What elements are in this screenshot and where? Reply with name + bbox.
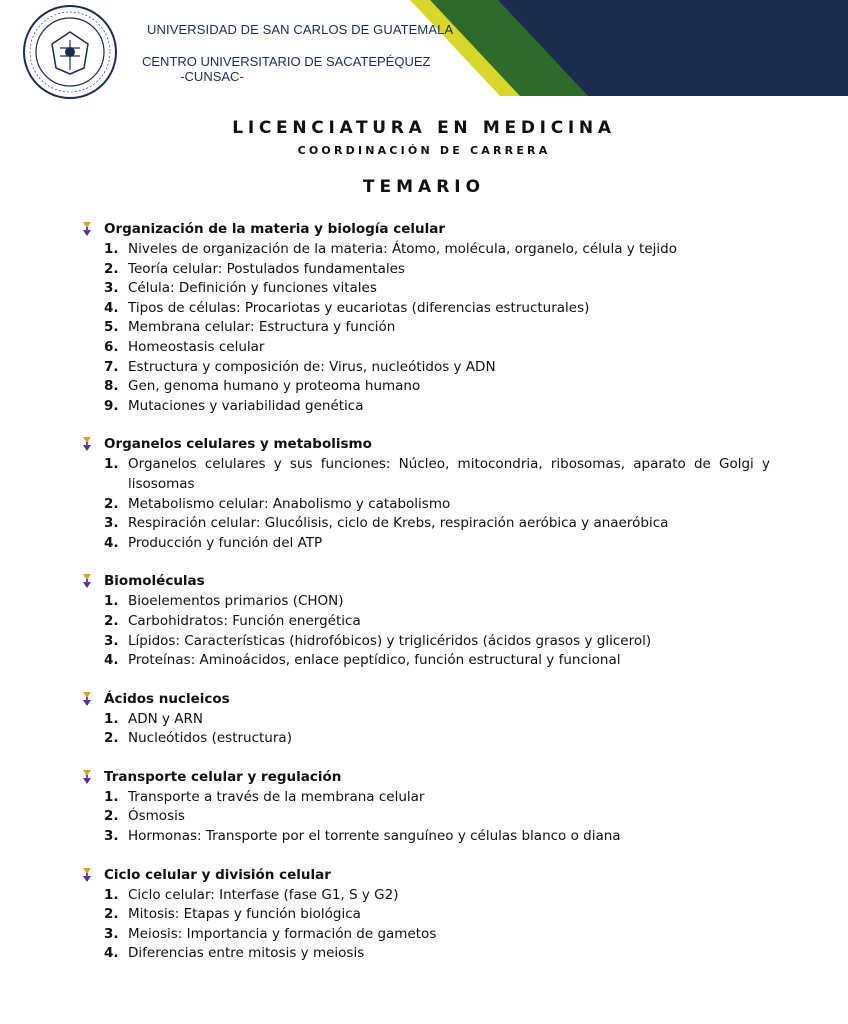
list-item: [0, 827, 848, 847]
header-band: [0, 0, 848, 100]
list-item: [0, 514, 848, 534]
section-spacer: [0, 416, 848, 435]
item-number: 7.: [104, 358, 119, 375]
item-text: Membrana celular: Estructura y función: [128, 319, 396, 336]
list-item: [0, 592, 848, 612]
item-number: 3.: [104, 925, 119, 942]
item-number: 2.: [104, 808, 119, 825]
syllabus-content: [0, 220, 848, 964]
item-text: Gen, genoma humano y proteoma humano: [128, 378, 421, 395]
item-number: 5.: [104, 319, 119, 336]
topic-section: [0, 220, 848, 416]
item-number: 1.: [104, 886, 119, 903]
topic-section: [0, 866, 848, 964]
item-number: 6.: [104, 338, 119, 355]
item-text: Ciclo celular: Interfase (fase G1, S y G2): [128, 886, 399, 903]
item-number: 4.: [104, 534, 119, 551]
item-number: 4.: [104, 945, 119, 962]
list-item: [0, 358, 848, 378]
item-text: Meiosis: Importancia y formación de gametos: [128, 925, 437, 942]
list-item: [0, 807, 848, 827]
item-number: 2.: [104, 730, 119, 747]
item-number: 2.: [104, 906, 119, 923]
item-number: 2.: [104, 612, 119, 629]
section-spacer: [0, 749, 848, 768]
center-name: CENTRO UNIVERSITARIO DE SACATEPÉQUEZ: [142, 54, 431, 69]
list-item: [0, 710, 848, 730]
list-item: [0, 455, 848, 494]
section-title: Organelos celulares y metabolismo: [104, 436, 372, 453]
section-heading: [0, 220, 848, 240]
item-text: Mitosis: Etapas y función biológica: [128, 906, 361, 923]
item-text: ADN y ARN: [128, 710, 204, 727]
list-item: [0, 651, 848, 671]
arrow-bullet-icon: [80, 769, 94, 785]
item-number: 3.: [104, 280, 119, 297]
list-item: [0, 318, 848, 338]
topic-section: [0, 435, 848, 553]
item-text: Mutaciones y variabilidad genética: [128, 397, 364, 414]
item-number: 4.: [104, 652, 119, 669]
item-text: Carbohidratos: Función energética: [128, 612, 361, 629]
item-number: 2.: [104, 260, 119, 277]
topic-section: [0, 768, 848, 847]
section-title: Organización de la materia y biología celular: [104, 221, 446, 237]
arrow-bullet-icon: [80, 221, 94, 237]
list-item: [0, 925, 848, 945]
item-number: 4.: [104, 299, 119, 316]
arrow-bullet-icon: [80, 691, 94, 707]
item-text: Homeostasis celular: [128, 338, 265, 355]
section-title: Transporte celular y regulación: [104, 768, 342, 785]
section-spacer: [0, 671, 848, 690]
list-item: [0, 632, 848, 652]
item-number: 1.: [104, 710, 119, 727]
item-text: Estructura y composición de: Virus, nucleótidos y ADN: [128, 358, 496, 375]
item-text: Organelos celulares y sus funciones: Núcleo, mitocondria, ribosomas, aparato de Golgi y lisosomas: [128, 456, 770, 492]
item-number: 3.: [104, 515, 119, 532]
list-item: [0, 260, 848, 280]
section-title: Ciclo celular y división celular: [104, 866, 331, 883]
list-item: [0, 944, 848, 964]
list-item: [0, 338, 848, 358]
list-item: [0, 886, 848, 906]
item-text: Diferencias entre mitosis y meiosis: [128, 945, 365, 962]
university-name: UNIVERSIDAD DE SAN CARLOS DE GUATEMALA: [147, 22, 454, 37]
program-title: LICENCIATURA EN MEDICINA: [232, 118, 616, 138]
list-item: [0, 240, 848, 260]
item-number: 3.: [104, 828, 119, 845]
list-item: [0, 397, 848, 417]
item-number: 9.: [104, 397, 119, 414]
list-item: [0, 377, 848, 397]
item-text: Célula: Definición y funciones vitales: [128, 280, 377, 297]
item-number: 2.: [104, 495, 119, 512]
item-text: Respiración celular: Glucólisis, ciclo de Krebs, respiración aeróbica y anaeróbica: [128, 515, 669, 532]
item-number: 1.: [104, 456, 119, 473]
item-text: Niveles de organización de la materia: Átomo, molécula, organelo, célula y tejido: [128, 241, 677, 257]
university-seal-icon: [22, 4, 118, 100]
section-spacer: [0, 553, 848, 572]
item-text: Lípidos: Características (hidrofóbicos) y triglicéridos (ácidos grasos y glicerol): [128, 632, 652, 649]
item-text: Nucleótidos (estructura): [128, 730, 292, 747]
section-heading: [0, 435, 848, 455]
list-item: [0, 788, 848, 808]
item-text: Ósmosis: [128, 808, 185, 825]
item-number: 8.: [104, 378, 119, 395]
syllabus-title: TEMARIO: [362, 177, 486, 197]
arrow-bullet-icon: [80, 436, 94, 452]
item-text: Teoría celular: Postulados fundamentales: [128, 260, 405, 277]
section-title: Biomoléculas: [104, 573, 205, 590]
arrow-bullet-icon: [80, 867, 94, 883]
section-heading: [0, 866, 848, 886]
item-text: Producción y función del ATP: [128, 534, 323, 551]
list-item: [0, 299, 848, 319]
topic-section: [0, 690, 848, 749]
list-item: [0, 534, 848, 554]
center-acronym: -CUNSAC-: [180, 69, 244, 84]
section-heading: [0, 768, 848, 788]
item-text: Proteínas: Aminoácidos, enlace peptídico, función estructural y funcional: [128, 652, 621, 669]
item-number: 1.: [104, 593, 119, 610]
item-text: Bioelementos primarios (CHON): [128, 593, 344, 610]
section-title: Ácidos nucleicos: [104, 690, 230, 707]
arrow-bullet-icon: [80, 573, 94, 589]
list-item: [0, 279, 848, 299]
list-item: [0, 495, 848, 515]
item-text: Tipos de células: Procariotas y eucariotas (diferencias estructurales): [128, 299, 590, 316]
item-number: 3.: [104, 632, 119, 649]
item-text: Metabolismo celular: Anabolismo y catabolismo: [128, 495, 451, 512]
section-spacer: [0, 847, 848, 866]
item-text: Transporte a través de la membrana celular: [128, 788, 425, 805]
list-item: [0, 905, 848, 925]
page-header: [0, 0, 848, 100]
item-number: 1.: [104, 788, 119, 805]
section-heading: [0, 690, 848, 710]
section-heading: [0, 572, 848, 592]
coordination-subtitle: COORDINACIÓN DE CARRERA: [297, 144, 551, 157]
item-number: 1.: [104, 241, 119, 257]
list-item: [0, 612, 848, 632]
item-text: Hormonas: Transporte por el torrente sanguíneo y células blanco o diana: [128, 828, 621, 845]
list-item: [0, 729, 848, 749]
topic-section: [0, 572, 848, 670]
